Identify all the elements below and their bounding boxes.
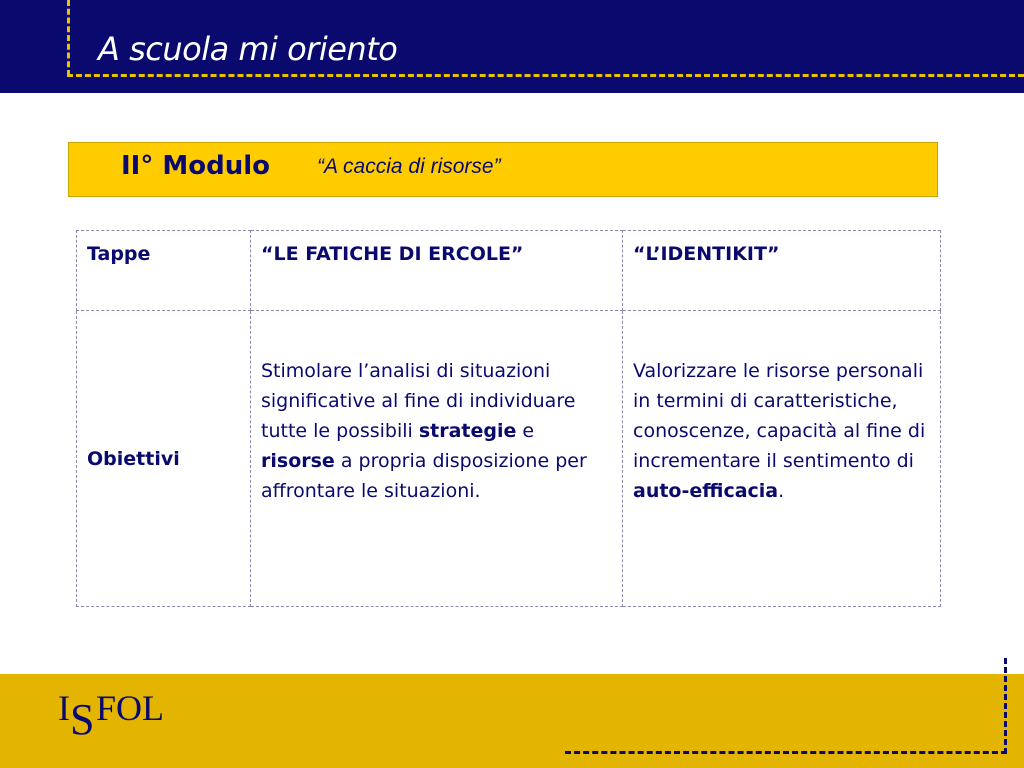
- footer-horizontal-dashed-line: [565, 751, 1007, 754]
- table-cell: [77, 311, 251, 607]
- isfol-logo-icon: [58, 682, 178, 742]
- table-cell: [623, 311, 941, 607]
- isfol-logo: [58, 682, 178, 742]
- objective-1-bold-strategie: strategie: [418, 420, 517, 442]
- table-cell: [77, 231, 251, 311]
- header-bar: [0, 0, 1024, 93]
- module-subtitle: “A caccia di risorse”: [317, 155, 501, 178]
- row-label-tappe: Tappe: [87, 243, 151, 265]
- tappa-1-title: “LE FATICHE DI ERCOLE”: [261, 243, 524, 265]
- logo-letter-s: S: [70, 695, 95, 742]
- objective-1-part3: a propria disposizione per affrontare le situazioni.: [261, 450, 587, 502]
- tappa-2-title: “L’IDENTIKIT”: [633, 243, 780, 265]
- footer-bar: [0, 674, 1024, 768]
- table-cell: [623, 231, 941, 311]
- header-horizontal-dashed-line: [67, 74, 1024, 77]
- logo-letter-i: I: [58, 688, 70, 728]
- table-cell: [251, 231, 623, 311]
- objective-2-text: [633, 360, 925, 502]
- objective-1-part2: e: [516, 420, 535, 442]
- objective-1-bold-risorse: risorse: [261, 450, 335, 472]
- module-label: II° Modulo: [121, 151, 271, 181]
- table-row: [77, 311, 941, 607]
- content-table: [76, 230, 941, 607]
- page-title: A scuola mi oriento: [98, 30, 398, 68]
- objective-2-part1: Valorizzare le risorse personali in termini di caratteristiche, conoscenze, capacità al fine di incrementare il sentimento di: [633, 360, 926, 472]
- row-label-obiettivi: Obiettivi: [87, 447, 180, 470]
- footer-vertical-dashed-line: [1004, 658, 1007, 754]
- header-vertical-dashed-line: [67, 0, 70, 76]
- objective-1-text: [261, 360, 587, 502]
- objective-1-part1: Stimolare l’analisi di situazioni significative al fine di individuare tutte le possibili: [261, 360, 576, 442]
- table-cell: [251, 311, 623, 607]
- objective-2-bold-autoefficacia: auto-efficacia: [633, 480, 779, 502]
- table-row: [77, 231, 941, 311]
- module-banner: [68, 142, 938, 197]
- logo-letters-fol: FOL: [96, 688, 165, 728]
- objective-2-part2: .: [778, 480, 785, 502]
